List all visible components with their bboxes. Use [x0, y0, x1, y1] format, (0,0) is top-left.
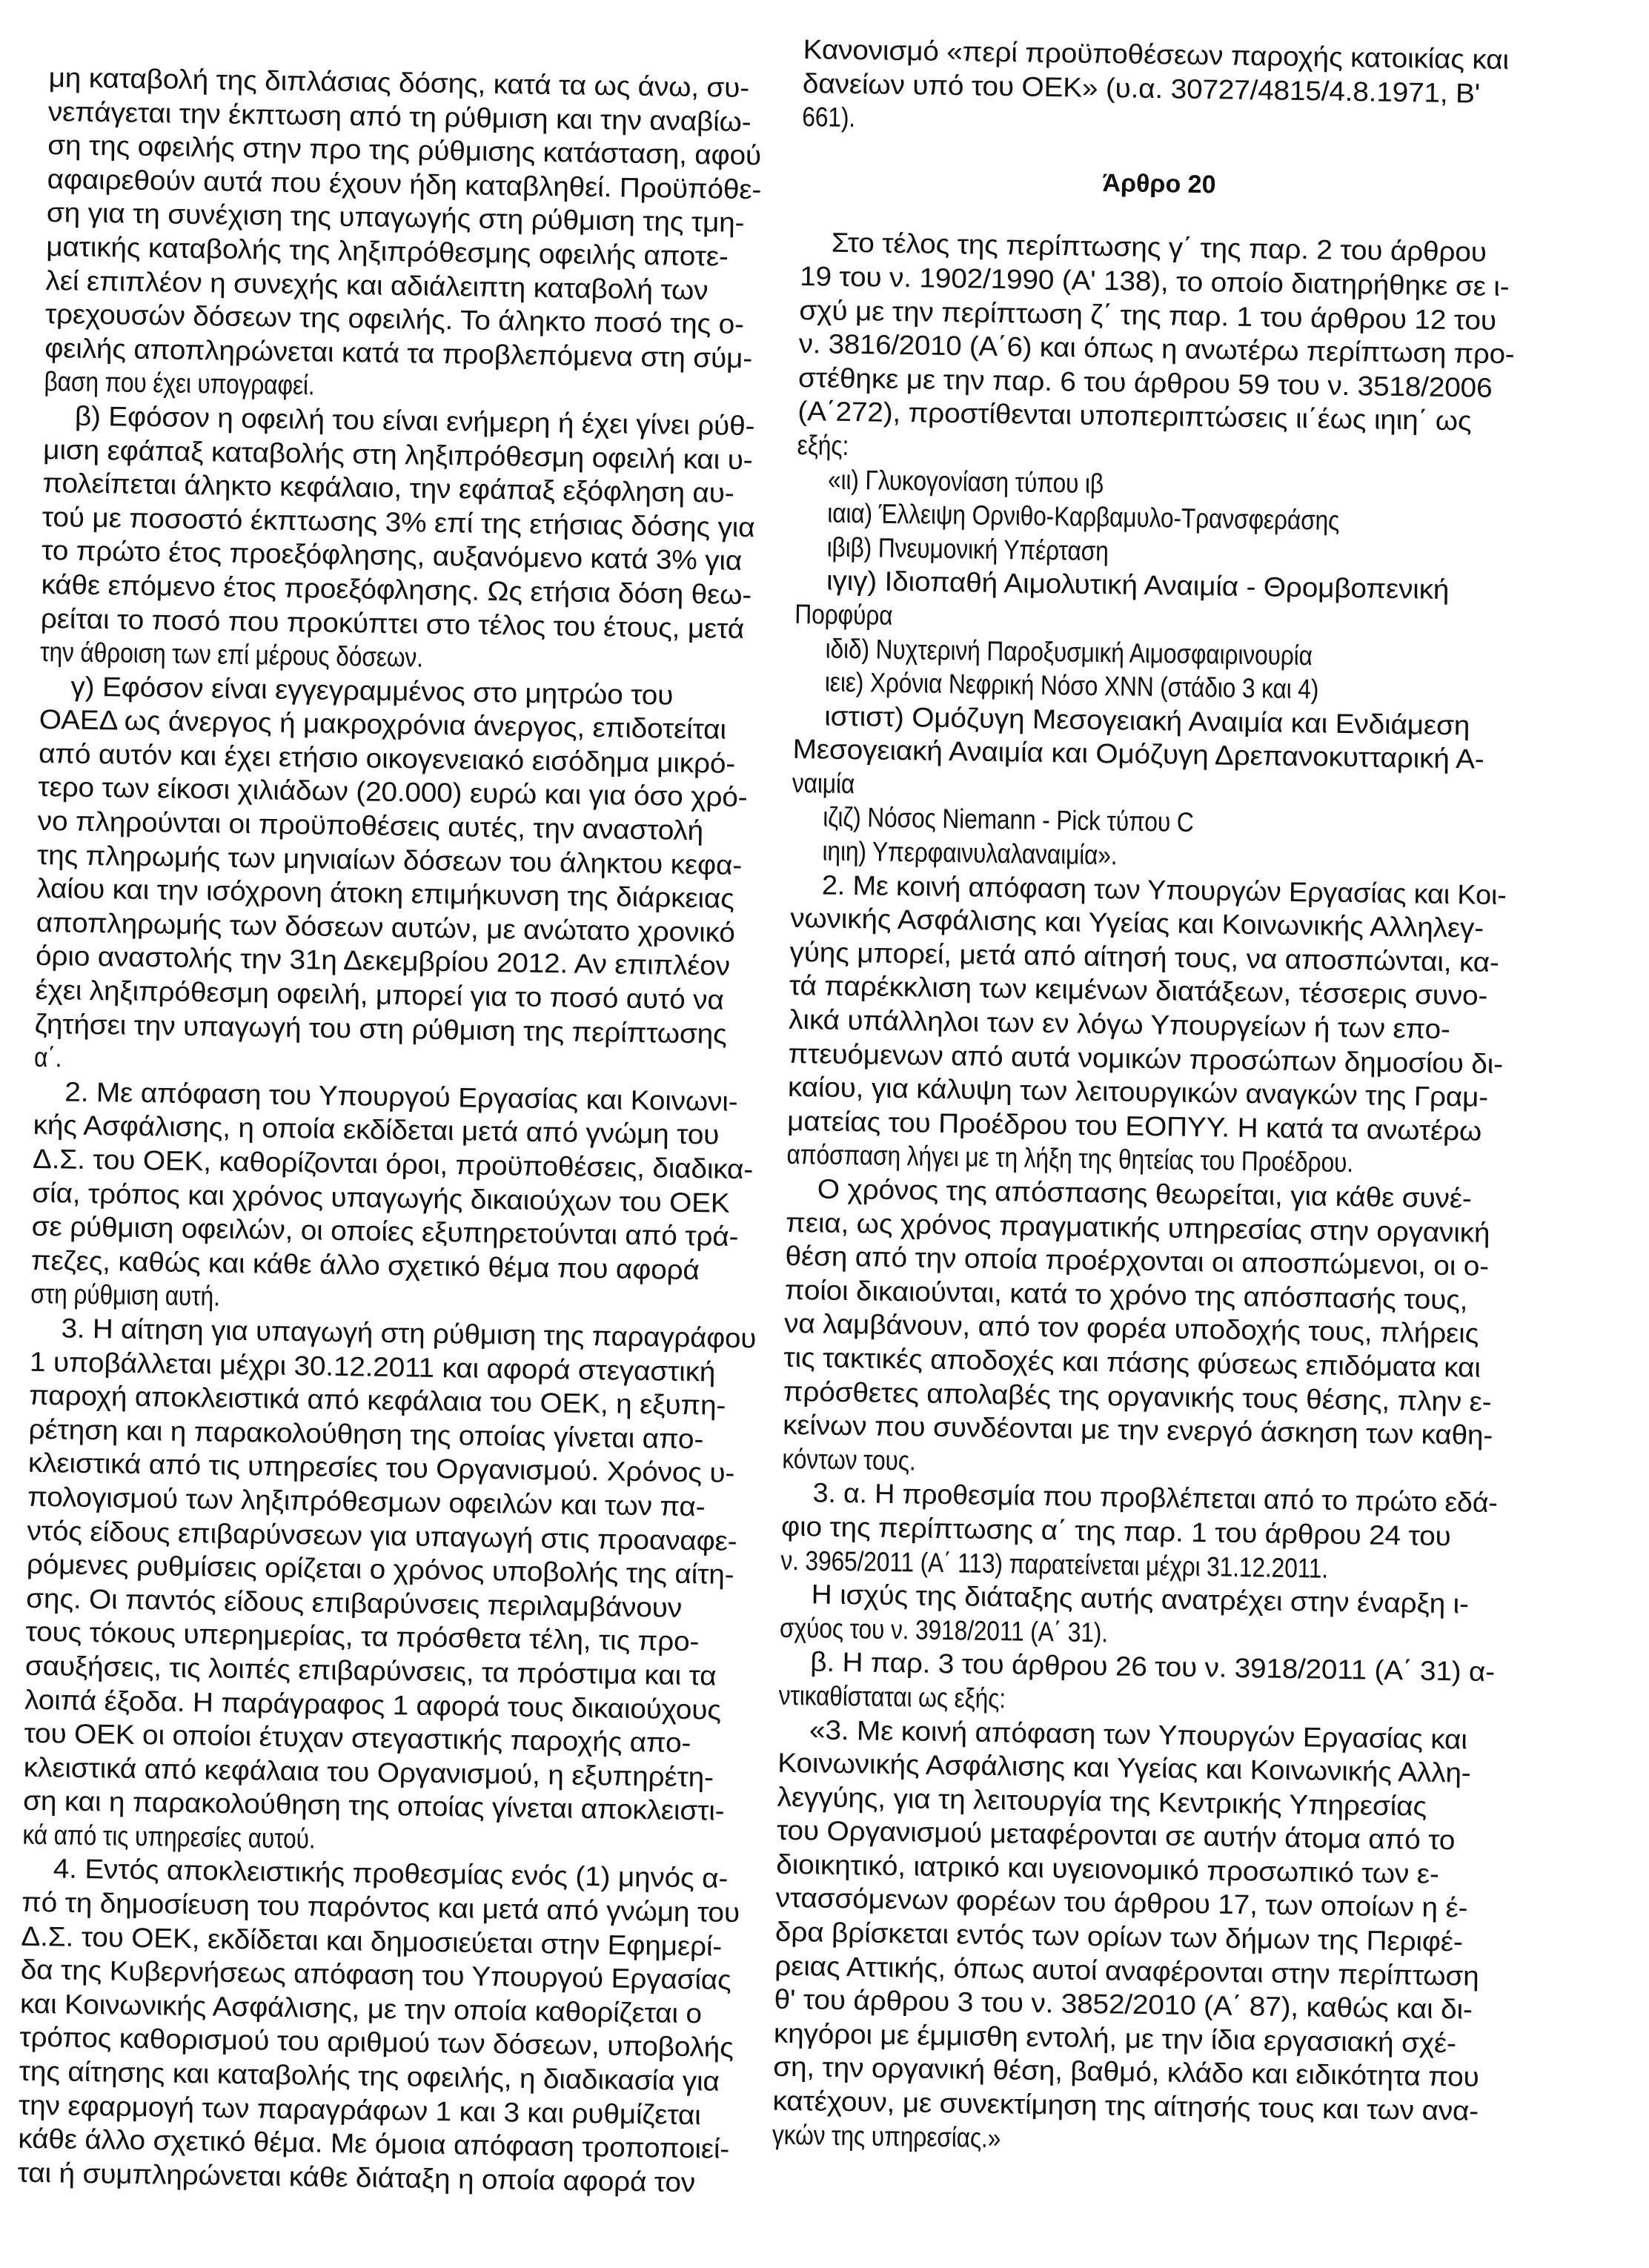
text-line-content: πτευόμενων από αυτά νομικών προσώπων δημοσίου δι- [788, 1038, 1504, 1079]
text-line-content: του ΟΕΚ οι οποίοι έτυχαν στεγαστικής παροχής απο- [24, 1717, 691, 1759]
text-line-content: Κοινωνικής Ασφάλισης και Υγείας και Κοινωνικής Αλλη- [777, 1747, 1471, 1788]
text-line-content: ιβιβ) Πνευμονική Υπέρταση [826, 531, 1109, 566]
text-line-content: 661). [802, 102, 856, 133]
text-line-content: τρεχουσών δόσεων της οφειλής. Το άληκτο ποσό της ο- [44, 299, 745, 340]
text-line-content: από αυτόν και έχει ετήσιο οικογενειακό εισόδημα μικρό- [38, 737, 736, 779]
text-line-content: ιστιστ) Ομόζυγη Μεσογειακή Αναιμία και Ενδιάμεση [824, 700, 1470, 741]
text-line-content: κλειστικά από κεφάλαια του Οργανισμού, η εξυπηρέτη- [23, 1751, 714, 1793]
text-line-content: να λαμβάνουν, από τον φορέα υποδοχής τους, πλήρεις [783, 1308, 1479, 1350]
text-line-content: τις τακτικές αποδοχές και πάσης φύσεως επιδόματα και [783, 1342, 1482, 1383]
text-line-content: σαυξήσεις, τις λοιπές επιβαρύνσεις, τα πρόστιμα και τα [24, 1650, 717, 1691]
text-line-content: κηγόροι με έμμισθη εντολή, με την ίδια εργασιακή σχέ- [773, 2017, 1457, 2059]
text-line-content: πό τη δημοσίευση του παρόντος και μετά από γνώμη του [21, 1886, 740, 1929]
text-line-content: λεί επιπλέον η συνεχής και αδιάλειπτη καταβολή των [45, 265, 709, 305]
text-line-content: ιειε) Χρόνια Νεφρική Νόσο ΧΝΝ (στάδιο 3 και 4) [824, 666, 1319, 705]
text-line-content: μη καταβολή της διπλάσιας δόσης, κατά τα ως άνω, συ- [48, 62, 750, 104]
text-line-content: έχει ληξιπρόθεσμη οφειλή, μπορεί για το ποσό αυτό να [35, 974, 724, 1015]
text-line-content: ΟΑΕΔ ως άνεργος ή μακροχρόνια άνεργος, επιδοτείται [39, 704, 727, 745]
text-line-content: ζητήσει την υπαγωγή του στη ρύθμιση της περίπτωσης [34, 1008, 727, 1050]
text-line-content: Κανονισμό «περί προϋποθέσεων παροχής κατοικίας και [803, 33, 1510, 76]
text-line-content: ματείας του Προέδρου του ΕΟΠΥΥ. Η κατά τα ανωτέρω [786, 1105, 1482, 1147]
right-column-continuation [802, 33, 1519, 145]
text-line-content: ιζιζ) Νόσος Niemann - Pick τύπου C [822, 801, 1194, 838]
text-line-content: εξής: [797, 429, 849, 461]
text-line-content: όριο αναστολής την 31η Δεκεμβρίου 2012. Αν επιπλέον [35, 941, 731, 982]
text-line-content: (Α΄272), προστίθενται υποπεριπτώσεις ιι΄έως ιηιη΄ ως [797, 396, 1472, 437]
text-line-content: Στο τέλος της περίπτωσης γ΄ της παρ. 2 του άρθρου [831, 227, 1487, 268]
text-line-content: αποπληρωμής των δόσεων αυτών, με ανώτατο χρονικό [36, 906, 736, 948]
text-line-content: ναιμία [792, 767, 855, 800]
text-line-content: τού με ποσοστό έκπτωσης 3% επί της ετήσιας δόσης για [42, 501, 755, 543]
text-line-content: στέθηκε με την παρ. 6 του άρθρου 59 του ν. 3518/2006 [797, 362, 1493, 403]
text-line-content: σης. Οι παντός είδους επιβαρύνσεις περιλαμβάνουν [25, 1582, 683, 1623]
text-line-content: κά από τις υπηρεσίες αυτού. [22, 1819, 316, 1854]
text-line-content: ν. 3816/2010 (Α΄6) και όπως η ανωτέρω περίπτωση προ- [798, 328, 1515, 370]
text-line-content: ιδιδ) Νυχτερινή Παροξυσμική Αιμοσφαιρινουρία [825, 633, 1313, 671]
text-line-content: τερο των είκοσι χιλιάδων (20.000) ευρώ και για όσο χρό- [38, 772, 748, 813]
text-line-content: τρόπος καθορισμού του αριθμού των δόσεων, υποβολής [19, 2022, 734, 2063]
text-line-content: πολογισμού των ληξιπρόθεσμων οφειλών και των πα- [27, 1481, 706, 1522]
text-line-content: λικά υπάλληλοι των εν λόγω Υπουργείων ή των επο- [788, 1004, 1451, 1045]
text-line-content: ιηιη) Υπερφαινυλαλαναιμία». [822, 835, 1118, 871]
text-line-content: ση για τη συνέχιση της υπαγωγής στη ρύθμιση της τμη- [46, 197, 745, 239]
text-line-content: λεγγύης, για τη λειτουργία της Κεντρικής Υπηρεσίας [777, 1781, 1427, 1822]
text-line-content: την άθροιση των επί μέρους δόσεων. [39, 637, 424, 673]
text-line-content: δανείων υπό του ΟΕΚ» (υ.α. 30727/4815/4.8.1971, Β' [802, 67, 1481, 109]
text-line-content: γκών της υπηρεσίας.» [772, 2119, 1001, 2153]
text-line-content: απόσπαση λήγει με τη λήξη της θητείας του Προέδρου. [786, 1139, 1354, 1178]
text-line-content: ρείται το ποσό που προκύπτει στο τέλος του έτους, μετά [40, 603, 745, 644]
text-line-content: ρόμενες ρυθμίσεις ορίζεται ο χρόνος υποβολής της αίτη- [26, 1548, 734, 1591]
text-line-content: παροχή αποκλειστικά από κεφάλαια του ΟΕΚ, η εξυπη- [28, 1379, 726, 1421]
text-line-content: ν. 3965/2011 (Α΄ 113) παρατείνεται μέχρι 31.12.2011. [780, 1545, 1329, 1584]
text-line-content: α΄. [33, 1042, 62, 1073]
text-line-content: γύης μπορεί, μετά από αίτησή τους, να αποσπώνται, κα- [789, 936, 1499, 978]
text-line-content: κείνων που συνδέονται με την ενεργό άσκηση των καθη- [782, 1409, 1493, 1451]
text-line-content: 3. α. Η προθεσμία που προβλέπεται από το πρώτο εδά- [812, 1477, 1499, 1519]
text-line-content: ματικής καταβολής της ληξιπρόθεσμης οφειλής αποτε- [45, 231, 729, 272]
text-line-content: θ' του άρθρου 3 του ν. 3852/2010 (Α΄ 87), καθώς και δι- [774, 1983, 1473, 2025]
text-line-content: λαίου και την ισόχρονη άτοκη επιμήκυνση της διάρκειας [36, 873, 734, 915]
text-line-content: κάθε άλλο σχετικό θέμα. Με όμοια απόφαση τροποποιεί- [18, 2123, 730, 2165]
text-line-content: διοικητικό, ιατρικό και υγειονομικό προσωπικό των ε- [776, 1848, 1439, 1889]
text-line-content: ση, την οργανική θέση, βαθμό, κλάδο και ειδικότητα που [772, 2052, 1479, 2093]
text-line-content: ντικαθίσταται ως εξής: [778, 1680, 1006, 1714]
text-line-content: Ο χρόνος της απόσπασης θεωρείται, για κάθε συνέ- [817, 1173, 1472, 1214]
text-line-content: ται ή συμπληρώνεται κάθε διάταξη η οποία αφορά τον [17, 2157, 696, 2198]
text-line-content: γ) Εφόσον είναι εγγεγραμμένος στο μητρώο του [70, 671, 674, 711]
text-line-content: κάθε επόμενο έτος προεξόφλησης. Ως ετήσια δόση θεω- [41, 568, 752, 611]
text-line-content: β) Εφόσον η οφειλή του είναι ενήμερη ή έχει γίνει ρύθ- [74, 400, 755, 442]
text-line-content: καίου, για κάλυψη των λειτουργικών αναγκών της Γραμ- [787, 1072, 1489, 1113]
text-line-content: 3. Η αίτηση για υπαγωγή στη ρύθμιση της παραγράφου [61, 1313, 757, 1354]
text-line-content: Πορφύρα [794, 598, 893, 631]
text-line-content: «3. Με κοινή απόφαση των Υπουργών Εργασίας και [809, 1714, 1468, 1755]
text-line-content: και Κοινωνικής Ασφάλισης, με την οποία καθορίζεται ο [19, 1988, 703, 2029]
text-line-content: πεζες, καθώς και κάθε άλλο σχετικό θέμα που αφορά [30, 1244, 700, 1285]
text-line-content: κόντων τους. [782, 1443, 916, 1476]
text-line-content: 4. Εντός αποκλειστικής προθεσμίας ενός (1) μηνός α- [53, 1853, 729, 1894]
text-line-content: δα της Κυβερνήσεως απόφαση του Υπουργού Εργασίας [20, 1954, 731, 1996]
text-line-content: 2. Με απόφαση του Υπουργού Εργασίας και Κοινωνι- [64, 1076, 738, 1117]
text-line-content: του Οργανισμού μεταφέρονται σε αυτήν άτομα από το [776, 1815, 1456, 1856]
right-text-column [772, 33, 1519, 2162]
text-line-content: νεπάγεται την έκπτωση από τη ρύθμιση και την αναβίω- [47, 96, 751, 137]
text-line-content: νωνικής Ασφάλισης και Υγείας και Κοινωνικής Αλληλεγ- [789, 903, 1484, 944]
text-line-content: β. Η παρ. 3 του άρθρου 26 του ν. 3918/2011 (Α΄ 31) α- [810, 1646, 1496, 1688]
text-line-content: κής Ασφάλισης, η οποία εκδίδεται μετά από γνώμη του [33, 1110, 720, 1150]
text-line-content: ντός είδους επιβαρύνσεων για υπαγωγή στις προαναφε- [27, 1515, 737, 1556]
text-line-content: «ιι) Γλυκογονίαση τύπου ιβ [827, 464, 1104, 499]
text-line-content: ση της οφειλής στην προ της ρύθμισης κατάσταση, αφού [47, 130, 762, 171]
text-line-content: την εφαρμογή των παραγράφων 1 και 3 και ρυθμίζεται [18, 2089, 701, 2130]
text-line-content: 19 του ν. 1902/1990 (Α' 138), το οποίο διατηρήθηκε σε ι- [799, 260, 1510, 302]
text-line-content: λοιπά έξοδα. Η παράγραφος 1 αφορά τους δικαιούχους [24, 1684, 722, 1725]
text-line-content: θέση από την οποία προέρχονται οι αποσπώμενοι, οι ο- [785, 1241, 1490, 1282]
text-line-content: σχύ με την περίπτωση ζ΄ της παρ. 1 του άρθρου 12 του [799, 294, 1497, 336]
text-line-content: 2. Με κοινή απόφαση των Υπουργών Εργασίας και Κοι- [821, 869, 1507, 910]
text-line-content: πολείπεται άληκτο κεφάλαιο, την εφάπαξ εξόφληση αυ- [42, 468, 734, 508]
text-line-content: σία, τρόπος και χρόνος υπαγωγής δικαιούχων του ΟΕΚ [32, 1177, 730, 1218]
text-line-content: Μεσογειακή Αναιμία και Ομόζυγη Δρεπανοκυτταρική Α- [792, 734, 1484, 775]
text-line-content: στη ρύθμιση αυτή. [30, 1279, 221, 1312]
text-line-content: αφαιρεθούν αυτά που έχουν ήδη καταβληθεί. Προϋπόθε- [47, 163, 762, 205]
text-line-content: της πληρωμής των μηνιαίων δόσεων του άληκτου κεφα- [36, 839, 743, 881]
text-line-content: ρειας Αττικής, όπως αυτοί αναφέρονται στην περίπτωση [774, 1950, 1479, 1992]
text-line-content: ση και η παρακολούθηση της οποίας γίνεται αποκλειστι- [22, 1785, 725, 1827]
text-line-content: της αίτησης και καταβολής της οφειλής, η διαδικασία για [19, 2055, 720, 2097]
text-line-content: σχύος του ν. 3918/2011 (Α΄ 31). [779, 1612, 1109, 1648]
text-line-content: Η ισχύς της διάταξης αυτής ανατρέχει στην έναρξη ι- [811, 1579, 1470, 1619]
text-line-content: ιγιγ) Ιδιοπαθή Αιμολυτική Αναιμία - Θρομβοπενική [826, 565, 1450, 606]
text-line-content: βαση που έχει υπογραφεί. [44, 366, 315, 401]
text-line-content: κατέχουν, με συνεκτίμηση της αίτησής τους και των ανα- [772, 2085, 1479, 2126]
article-20-body [772, 225, 1516, 2162]
text-line-content: σε ρύθμιση οφειλών, οι οποίες εξυπηρετούνται από τρά- [31, 1211, 739, 1253]
text-line-content: ντασσόμενων φορέων του άρθρου 17, των οποίων η έ- [775, 1883, 1468, 1924]
text-line-content: Δ.Σ. του ΟΕΚ, εκδίδεται και δημοσιεύεται στην Εφημερί- [21, 1920, 723, 1962]
text-line-content: ποίοι δικαιούνται, κατά το χρόνο της απόσπασής τους, [784, 1274, 1468, 1316]
text-line-content: το πρώτο έτος προεξόφλησης, αυξανόμενο κατά 3% για [41, 535, 743, 577]
text-line-content: μιση εφάπαξ καταβολής στη ληξιπρόθεσμη οφειλή και υ- [42, 434, 753, 475]
text-line-content: πεια, ως χρόνος πραγματικής υπηρεσίας στην οργανική [785, 1207, 1490, 1248]
text-line-content: φειλής αποπληρώνεται κατά τα προβλεπόμενα στη σύμ- [44, 332, 753, 374]
text-line-content: Δ.Σ. του ΟΕΚ, καθορίζονται όροι, προϋποθέσεις, διαδικα- [32, 1143, 754, 1185]
text-line-content: ιαια) Έλλειψη Ορνιθο-Καρβαμυλο-Τρανσφεράσης [827, 497, 1340, 536]
text-line-content: πρόσθετες απολαβές της οργανικής τους θέσης, πλην ε- [783, 1376, 1492, 1417]
text-line-content: τους τόκους υπερημερίας, τα πρόσθετα τέλη, τις προ- [25, 1617, 700, 1657]
text-line-content: τά παρέκκλιση των κειμένων διατάξεων, τέσσερις συνο- [789, 970, 1488, 1012]
text-line-content: ρέτηση και η παρακολούθηση της οποίας γίνεται απο- [28, 1413, 704, 1455]
article-heading: Άρθρο 20 [1102, 168, 1216, 199]
text-line-content: φιο της περίπτωσης α΄ της παρ. 1 του άρθρου 24 του [780, 1511, 1451, 1552]
left-text-column [17, 61, 775, 2201]
text-line-content: νο πληρούνται οι προϋποθέσεις αυτές, την αναστολή [37, 805, 704, 846]
text-line-content: 1 υποβάλλεται μέχρι 30.12.2011 και αφορά στεγαστική [29, 1346, 716, 1387]
text-line-content: κλειστικά από τις υπηρεσίες του Οργανισμού. Χρόνος υ- [27, 1448, 735, 1489]
text-line-content: δρα βρίσκεται εντός των ορίων των δήμων της Περιφέ- [774, 1916, 1463, 1957]
